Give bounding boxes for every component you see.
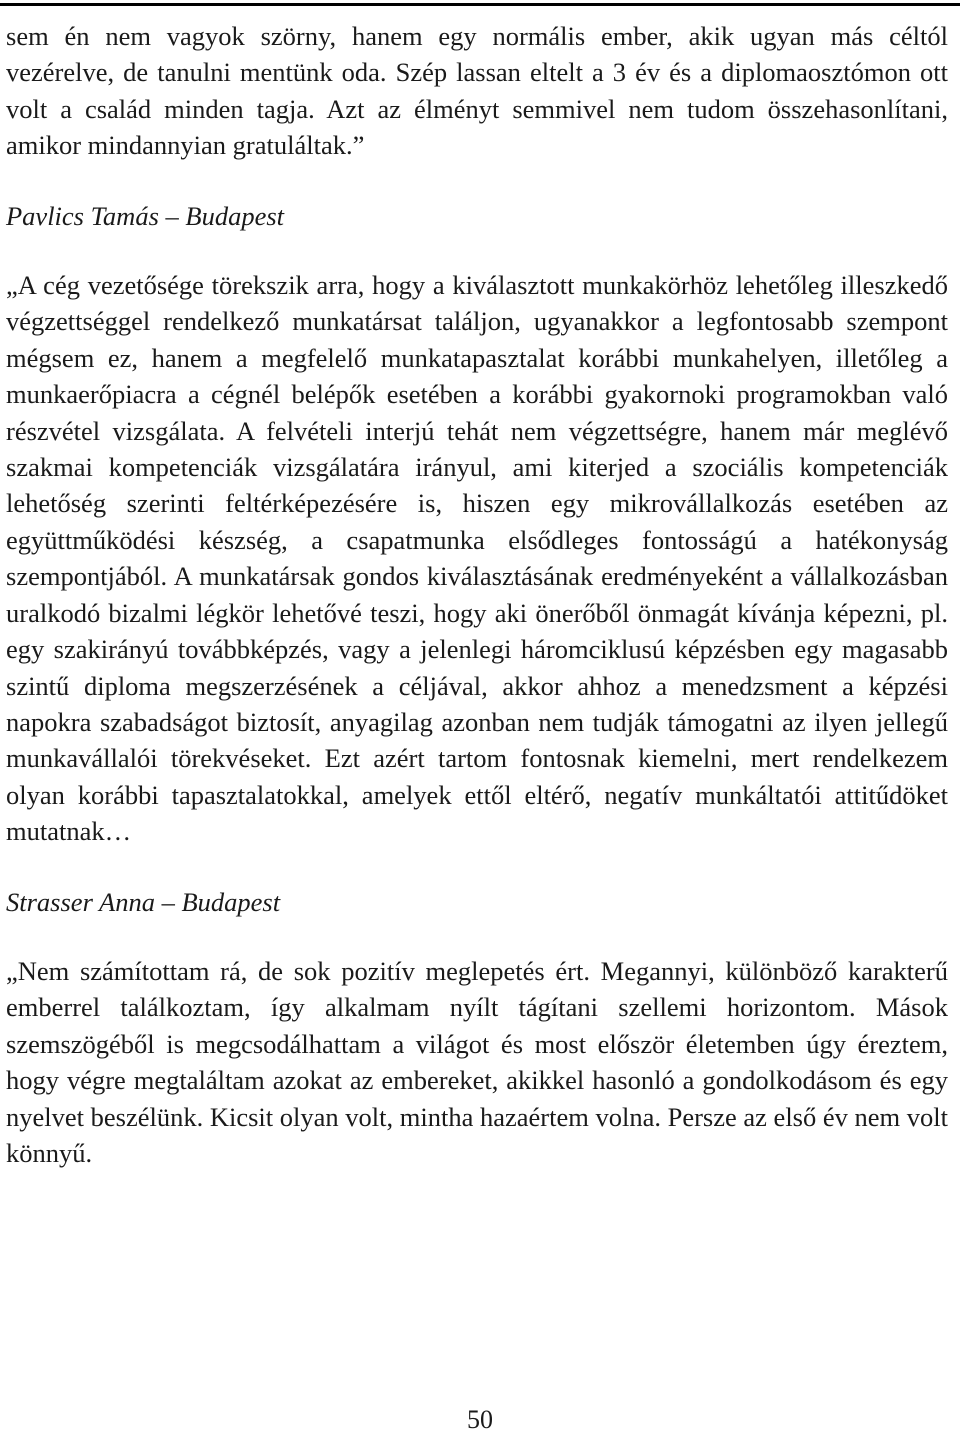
spacer [6,164,948,198]
testimonial-text: „Nem számítottam rá, de sok pozitív meglepetés ért. Megannyi, különböző karakterű emberrel találkoztam, így alkalmam nyílt tágítani szellemi horizontom. Mások szemszögéből is megcsodálhattam a világot és most először életemben úgy éreztem, hogy végre megtaláltam azokat az embereket, akikkel hasonló a gondolkodásom és egy nyelvet beszélünk. Kicsit olyan volt, mintha hazaértem volna. Persze az első év nem volt könnyű. [6,955,948,1168]
testimonial-author: Strasser Anna – Budapest [6,886,281,917]
page-number: 50 [467,1405,493,1434]
spacer [6,234,948,267]
spacer [6,850,948,884]
testimonial-text: „A cég vezetősége törekszik arra, hogy a kiválasztott munkakörhöz lehetőleg illeszkedő végzettséggel rendelkező munkatársat találjon, ugyanakkor a legfontosabb szempont mégsem ez, hanem a megfelelő munkatapasztalat korábbi munkahelyen, illetőleg a munkaerőpiacra a cégnél belépők esetében a korábbi gyakornoki programokban való részvétel vizsgálata. A felvételi interjú tehát nem végzettségre, hanem már meglévő szakmai kompetenciák vizsgálatára irányul, ami kiterjed a szociális kompetenciák lehetőség szerinti feltérképezésére is, hiszen egy mikrovállalkozás esetében az együttműködési készség, a csapatmunka elsődleges fontosságú a hatékonyság szempontjából. A munkatársak gondos kiválasztásának eredményeként a vállalkozásban uralkodó bizalmi légkör lehetővé teszi, hogy aki önerőből önmagát kívánja képezni, pl. egy szakirányú továbbképzés, vagy a jelenlegi háromciklusú képzésben egy magasabb szintű diploma megszerzésének a céljával, akkor ahhoz a menedzsment a képzési napokra szabadságot biztosít, anyagilag azonban nem tudják támogatni az ilyen jellegű munkavállalói törekvéseket. Ezt azért tartom fontosnak kiemelni, mert rendelkezem olyan korábbi tapasztalatokkal, amelyek ettől eltérő, negatív munkáltatói attitűdöket mutatnak… [6,270,948,847]
spacer [6,920,948,953]
intro-paragraph: sem én nem vagyok szörny, hanem egy normális ember, akik ugyan más céltól vezérelve, de tanulni mentünk oda. Szép lassan eltelt a 3 év és a diplomaosztómon ott volt a család minden tagja. Azt az élményt semmivel nem tudom összehasonlítani, amikor mindannyian gratuláltak.” [6,21,948,161]
page-body [6,18,948,1171]
testimonial-author: Pavlics Tamás – Budapest [6,200,285,231]
header-rule [0,3,960,6]
